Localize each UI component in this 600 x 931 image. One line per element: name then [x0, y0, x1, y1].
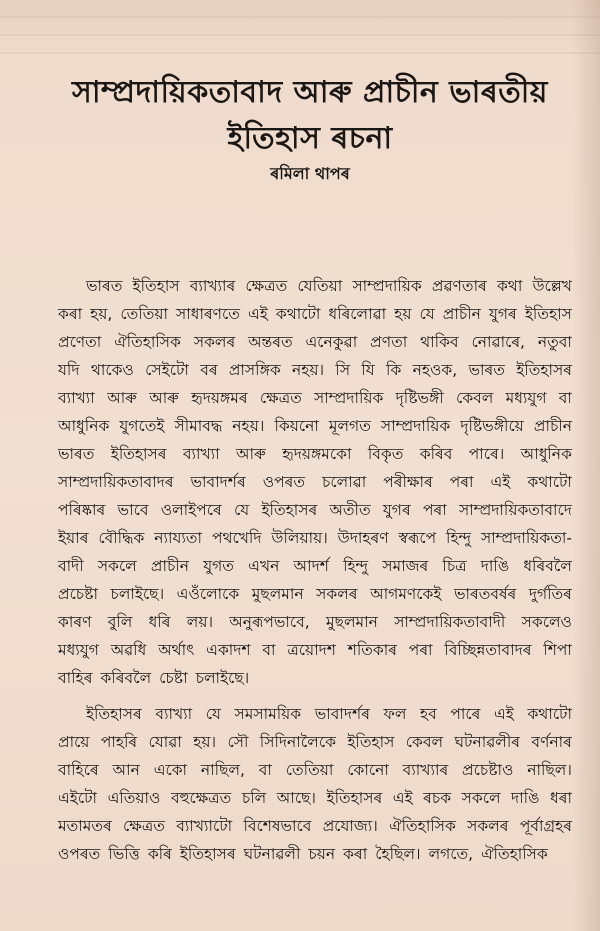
chapter-title-line-2: ইতিহাস ৰচনা [227, 121, 393, 156]
show-through-text [0, 0, 600, 60]
page-shadow [572, 0, 600, 931]
text-line: ভাৰত ইতিহাসৰ ব্যাখ্যা আৰু হৃদয়ঙ্গমকো বিকৃত কৰিব পাৰে। আধুনিক [58, 445, 572, 463]
text-line: ইয়াৰ বৌদ্ধিক ন্যায্যতা পথখেদি উলিয়ায়। উদাহৰণ স্বৰূপে হিন্দু সাম্প্ৰদায়িকতা- [58, 529, 572, 547]
text-line: ওপৰত ভিত্তি কৰি ইতিহাসৰ ঘটনাৱলী চয়ন কৰা হৈছিল। লগতে, ঐতিহাসিক [58, 845, 548, 863]
text-line: ভাৰত ইতিহাস ব্যাখ্যাৰ ক্ষেত্ৰত যেতিয়া সাম্প্ৰদায়িক প্ৰৱণতাৰ কথা উল্লেখ [86, 277, 572, 295]
text-line: ইতিহাসৰ ব্যাখ্যা যে সমসাময়িক ভাবাদৰ্শৰ ফল হব পাৰে এই কথাটো [86, 705, 572, 723]
text-line: বাদী সকলে প্ৰাচীন যুগত এখন আদৰ্শ হিন্দু সমাজৰ চিত্ৰ দাঙি ধৰিবলৈ [58, 557, 572, 575]
paragraph [58, 272, 572, 692]
text-line: বাহিৰ কৰিবলৈ চেষ্টা চলাইছে। [58, 669, 250, 687]
text-line: পৰিষ্কাৰ ভাবে ওলাইপৰে যে ইতিহাসৰ অতীত যুগৰ পৰা সাম্প্ৰদায়িকতাবাদে [58, 501, 572, 519]
text-line: মধ্যযুগ অৱধি অৰ্থাৎ একাদশ বা ত্ৰয়োদশ শতিকাৰ পৰা বিচ্ছিন্নতাবাদৰ শিপা [58, 641, 572, 659]
author-name: ৰমিলা থাপৰ [270, 164, 350, 183]
text-line: সাম্প্ৰদায়িকতাবাদৰ ভাবাদৰ্শৰ ওপৰত চলোৱা পৰীক্ষাৰ পৰা এই কথাটো [58, 473, 572, 491]
text-line: যদি থাকেও সেইটো বৰ প্ৰাসঙ্গিক নহয়। সি যি কি নহওক, ভাৰত ইতিহাসৰ [58, 361, 572, 379]
chapter-title-line-1: সাম্প্ৰদায়িকতাবাদ আৰু প্ৰাচীন ভাৰতীয় [72, 75, 548, 110]
body-text [58, 272, 572, 868]
paragraph-gap [58, 692, 572, 700]
text-line: বাহিৰে আন একো নাছিল, বা তেতিয়া কোনো ব্যাখ্যাৰ প্ৰচেষ্টাও নাছিল। [58, 761, 572, 779]
text-line: আধুনিক যুগতেই সীমাবদ্ধ নহয়। কিয়নো মূলগত সাম্প্ৰদায়িক দৃষ্টিভঙ্গীয়ে প্ৰাচীন [58, 417, 572, 435]
text-line: প্ৰায়ে পাহৰি যোৱা হয়। সৌ সিদিনালৈকে ইতিহাস কেবল ঘটনাৱলীৰ বৰ্ণনাৰ [58, 733, 572, 751]
text-line: মতামতৰ ক্ষেত্ৰত ব্যাখ্যাটো বিশেষভাবে প্ৰযোজ্য। ঐতিহাসিক সকলৰ পূৰ্বাগ্ৰহৰ [58, 817, 572, 835]
text-line: ব্যাখ্যা আৰু আৰু হৃদয়ঙ্গমৰ ক্ষেত্ৰত সাম্প্ৰদায়িক দৃষ্টিভঙ্গী কেবল মধ্যযুগ বা [58, 389, 572, 407]
text-line: কৰা হয়, তেতিয়া সাধাৰণতে এই কথাটো ধৰিলোৱা হয় যে প্ৰাচীন যুগৰ ইতিহাস [58, 305, 572, 323]
paragraph [58, 700, 572, 868]
text-line: প্ৰচেষ্টা চলাইছে। এওঁলোকে মুছলমান সকলৰ আগমণকেই ভাৰতবৰ্ষৰ দুৰ্গতিৰ [58, 585, 572, 603]
text-line: প্ৰণেতা ঐতিহাসিক সকলৰ অন্তৰত এনেকুৱা প্ৰণতা থাকিব নোৱাৰে, নতুবা [58, 333, 572, 351]
text-line: কাৰণ বুলি ধৰি লয়। অনুৰূপভাবে, মুছলমান সাম্প্ৰদায়িকতাবাদী সকলেও [58, 613, 572, 631]
text-line: এইটো এতিয়াও বহুক্ষেত্ৰত চলি আছে। ইতিহাসৰ এই ৰচক সকলে দাঙি ধৰা [58, 789, 572, 807]
